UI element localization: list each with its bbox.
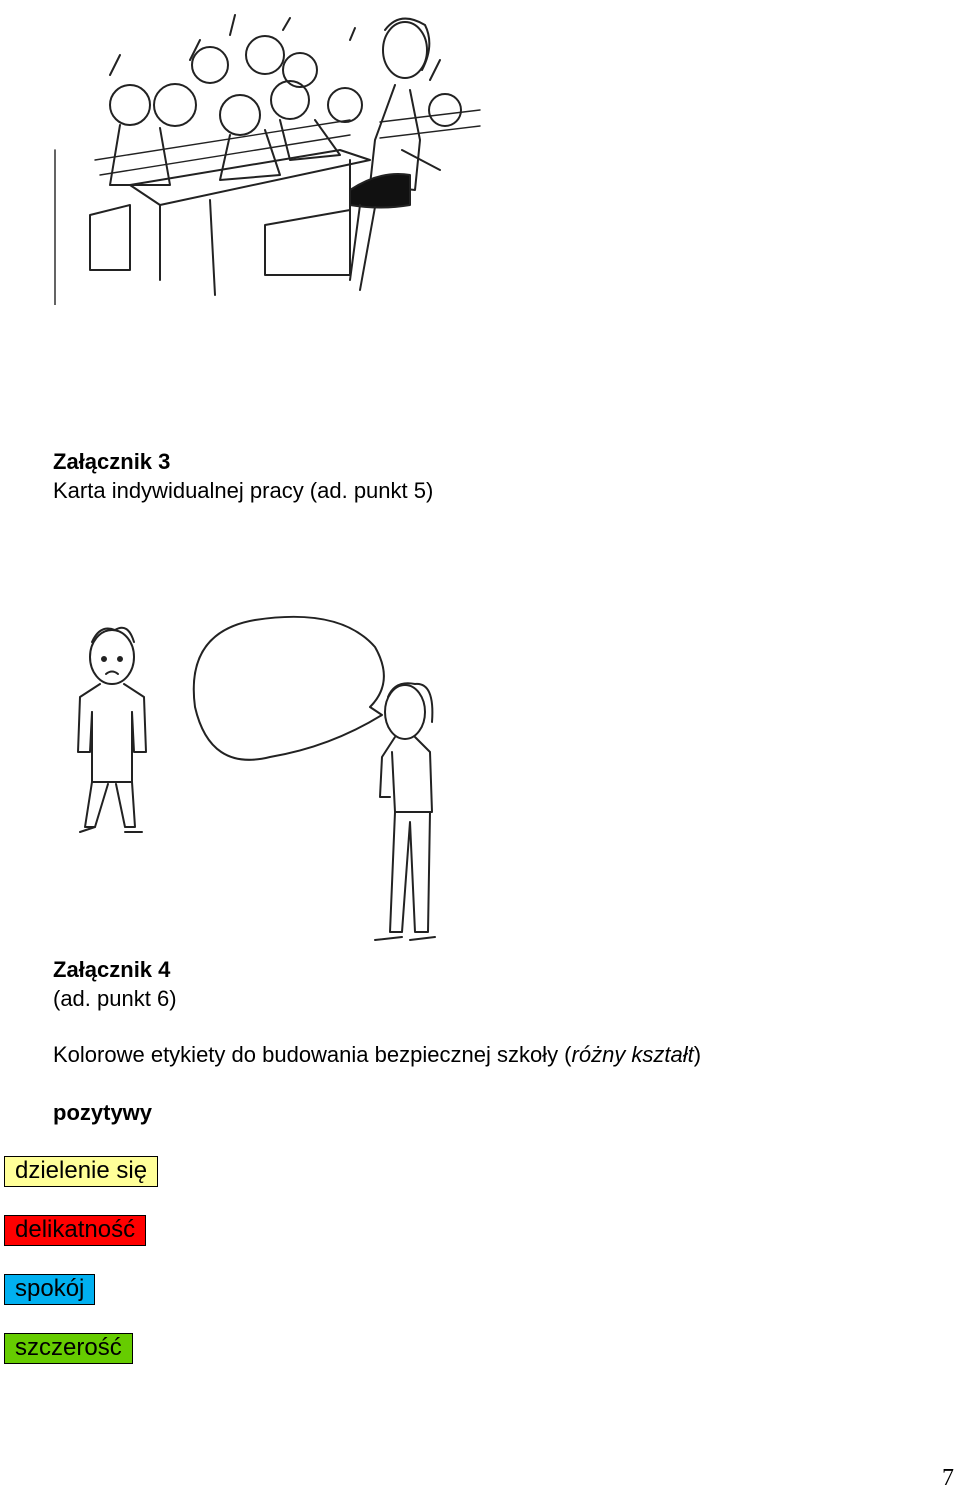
attachment-3-subtitle: Karta indywidualnej pracy (ad. punkt 5)	[53, 478, 434, 503]
speech-bubble-illustration	[70, 612, 460, 952]
label-sharing: dzielenie się	[4, 1156, 158, 1187]
description-prefix: Kolorowe etykiety do budowania bezpiecznej szkoły (	[53, 1042, 572, 1067]
classroom-illustration	[50, 10, 490, 305]
labels-description	[53, 1042, 701, 1068]
description-italic: różny kształt	[571, 1042, 694, 1067]
empty-speech-bubble	[194, 617, 384, 760]
attachment-4-subtitle: (ad. punkt 6)	[53, 986, 177, 1011]
speaking-boy-figure	[375, 683, 435, 940]
page-number: 7	[942, 1465, 954, 1491]
label-honesty: szczerość	[4, 1333, 133, 1364]
attachment-4-title: Załącznik 4	[53, 957, 171, 982]
attachment-3-title: Załącznik 3	[53, 449, 171, 474]
label-calm: spokój	[4, 1274, 95, 1305]
description-suffix: )	[693, 1042, 702, 1067]
section-label-positives: pozytywy	[53, 1100, 153, 1125]
sad-boy-figure	[78, 628, 146, 832]
label-gentleness: delikatność	[4, 1215, 146, 1246]
